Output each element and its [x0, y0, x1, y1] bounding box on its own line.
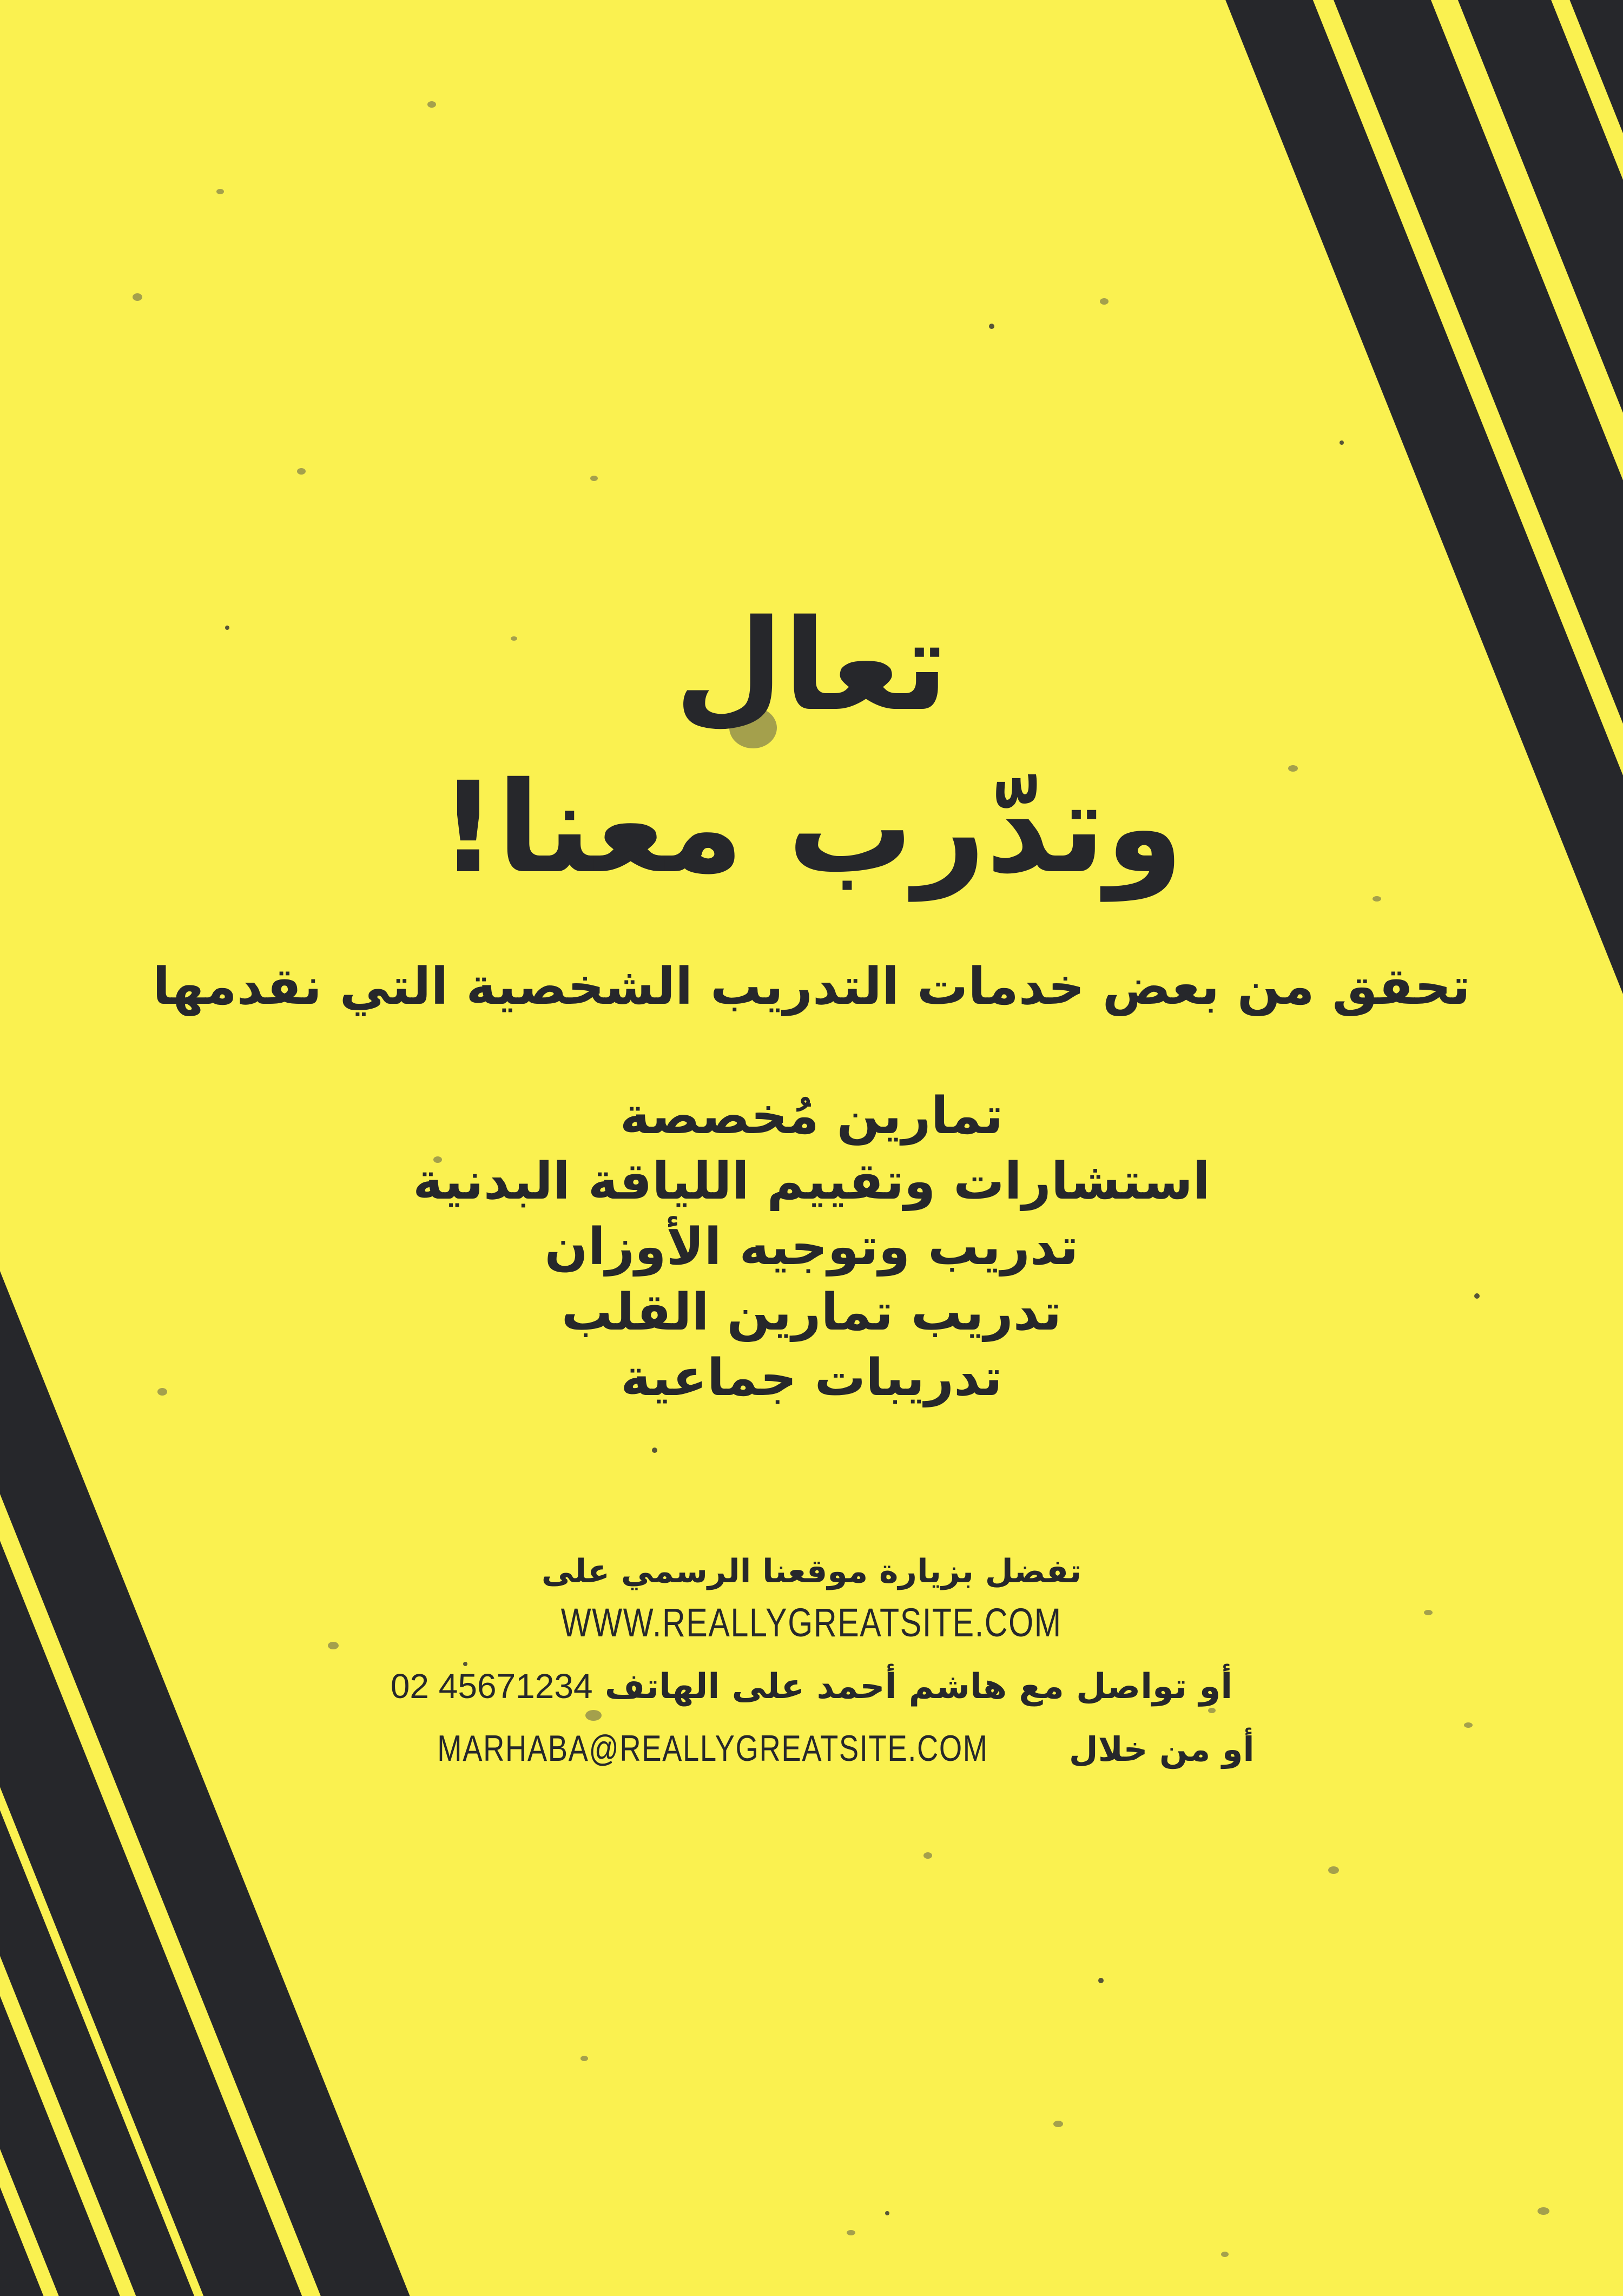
email-label: أو من خلال	[1068, 1729, 1255, 1769]
subtitle: تحقق من بعض خدمات التدريب الشخصية التي نقدمها	[153, 957, 1470, 1016]
list-item: تدريبات جماعية	[621, 1348, 1002, 1407]
list-item: تدريب تمارين القلب	[561, 1283, 1062, 1342]
phone-label: أو تواصل مع هاشم أحمد على الهاتف	[604, 1667, 1233, 1707]
website-url: WWW.REALLYGREATSITE.COM	[561, 1600, 1062, 1645]
phone-line	[0, 1660, 1623, 1713]
email-line	[0, 1723, 1623, 1774]
list-item: تمارين مُخصصة	[619, 1087, 1004, 1146]
page-title-line2: وتدّرب معنا!	[439, 755, 1184, 901]
page-title	[0, 584, 1623, 909]
contact-block	[0, 1551, 1623, 1774]
visit-label: تفضل بزيارة موقعنا الرسمي على	[541, 1552, 1082, 1590]
services-list	[0, 1083, 1623, 1411]
page-title-line1: تعال	[674, 593, 949, 739]
list-item: تدريب وتوجيه الأوزان	[544, 1218, 1079, 1277]
phone-number: 02 45671234	[390, 1667, 593, 1706]
list-item: استشارات وتقييم اللياقة البدنية	[413, 1152, 1210, 1211]
email-address: MARHABA@REALLYGREATSITE.COM	[437, 1728, 989, 1769]
